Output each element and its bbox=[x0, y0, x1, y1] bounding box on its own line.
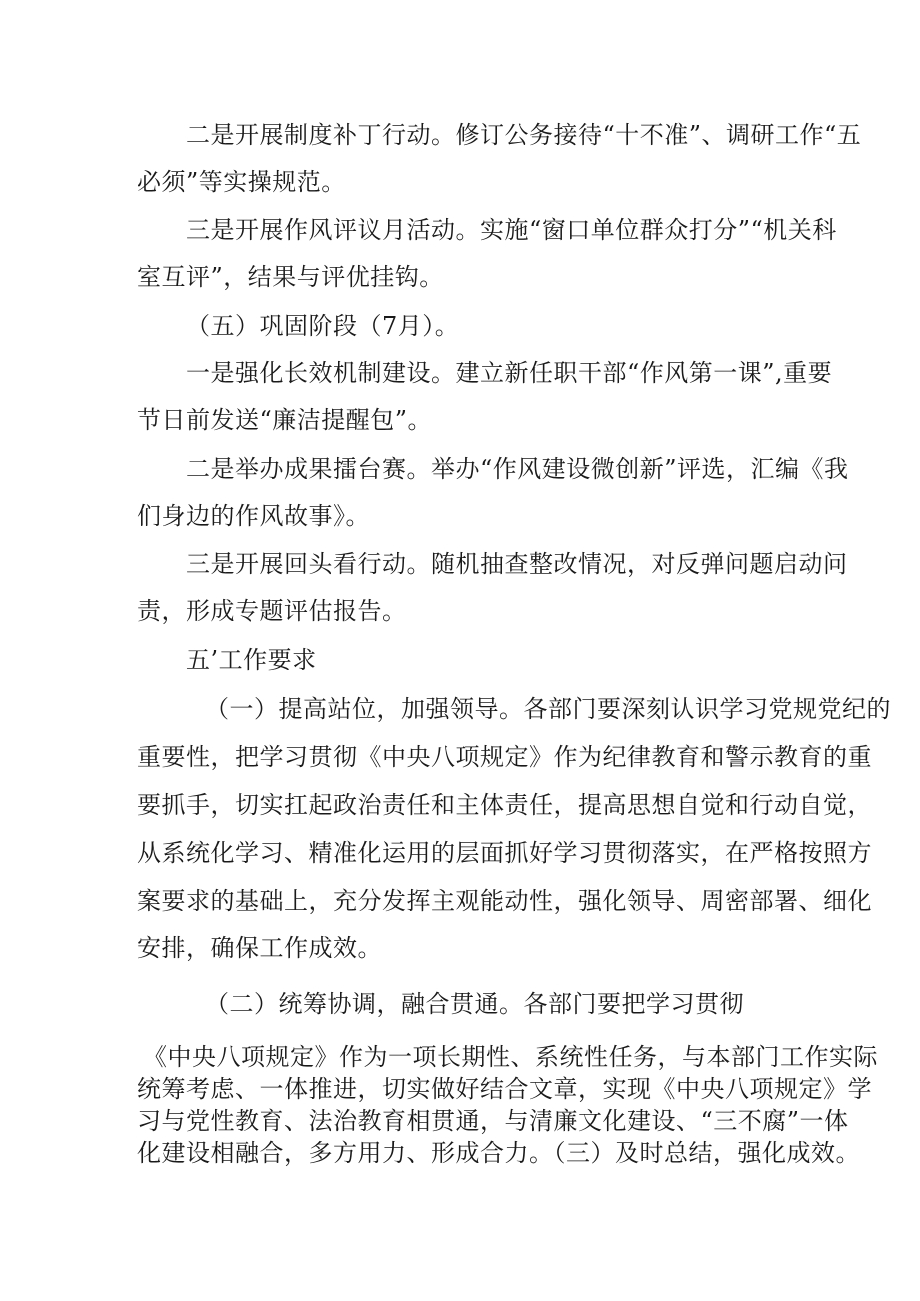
section-heading: （五）巩固阶段（7月）。 bbox=[186, 312, 460, 340]
paragraph-line: 《中央八项规定》作为一项长期性、系统性任务，与本部门工作实际 bbox=[143, 1043, 878, 1071]
paragraph-line: 责，形成专题评估报告。 bbox=[137, 597, 407, 625]
paragraph-line: 三是开展作风评议月活动。实施“窗口单位群众打分”“机关科 bbox=[186, 216, 837, 244]
paragraph-line: （一）提高站位，加强领导。各部门要深刻认识学习党规党纪的 bbox=[205, 695, 891, 723]
paragraph-line: 习与党性教育、法治教育相贯通，与清廉文化建设、“三不腐”一体 bbox=[137, 1107, 849, 1135]
paragraph-line: 化建设相融合，多方用力、形成合力。（三）及时总结，强化成效。 bbox=[137, 1139, 860, 1167]
paragraph-line: 节日前发送“廉洁提醒包”。 bbox=[137, 406, 433, 434]
paragraph-line: （二）统筹协调，融合贯通。各部门要把学习贯彻 bbox=[205, 990, 744, 1018]
paragraph-line: 室互评”，结果与评优挂钩。 bbox=[137, 263, 444, 291]
paragraph-line: 要抓手，切实扛起政治责任和主体责任，提高思想自觉和行动自觉， bbox=[137, 791, 872, 819]
section-heading: 五’工作要求 bbox=[186, 646, 317, 674]
paragraph-line: 统筹考虑、一体推进，切实做好结合文章，实现《中央八项规定》学 bbox=[137, 1075, 872, 1103]
paragraph-line: 三是开展回头看行动。随机抽查整改情况，对反弹问题启动问 bbox=[186, 550, 848, 578]
paragraph-line: 一是强化长效机制建设。建立新任职干部“作风第一课”,重要 bbox=[186, 359, 833, 387]
paragraph-line: 重要性，把学习贯彻《中央八项规定》作为纪律教育和警示教育的重 bbox=[137, 743, 872, 771]
paragraph-line: 二是开展制度补丁行动。修订公务接待“十不准”、调研工作“五 bbox=[186, 121, 862, 149]
paragraph-line: 必须”等实操规范。 bbox=[137, 168, 346, 196]
paragraph-line: 从系统化学习、精准化运用的层面抓好学习贯彻落实，在严格按照方 bbox=[137, 839, 872, 867]
paragraph-line: 安排，确保工作成效。 bbox=[137, 934, 382, 962]
paragraph-line: 案要求的基础上，充分发挥主观能动性，强化领导、周密部署、细化 bbox=[137, 887, 872, 915]
paragraph-line: 们身边的作风故事》。 bbox=[137, 502, 370, 530]
paragraph-line: 二是举办成果擂台赛。举办“作风建设微创新”评选，汇编《我 bbox=[186, 455, 849, 483]
